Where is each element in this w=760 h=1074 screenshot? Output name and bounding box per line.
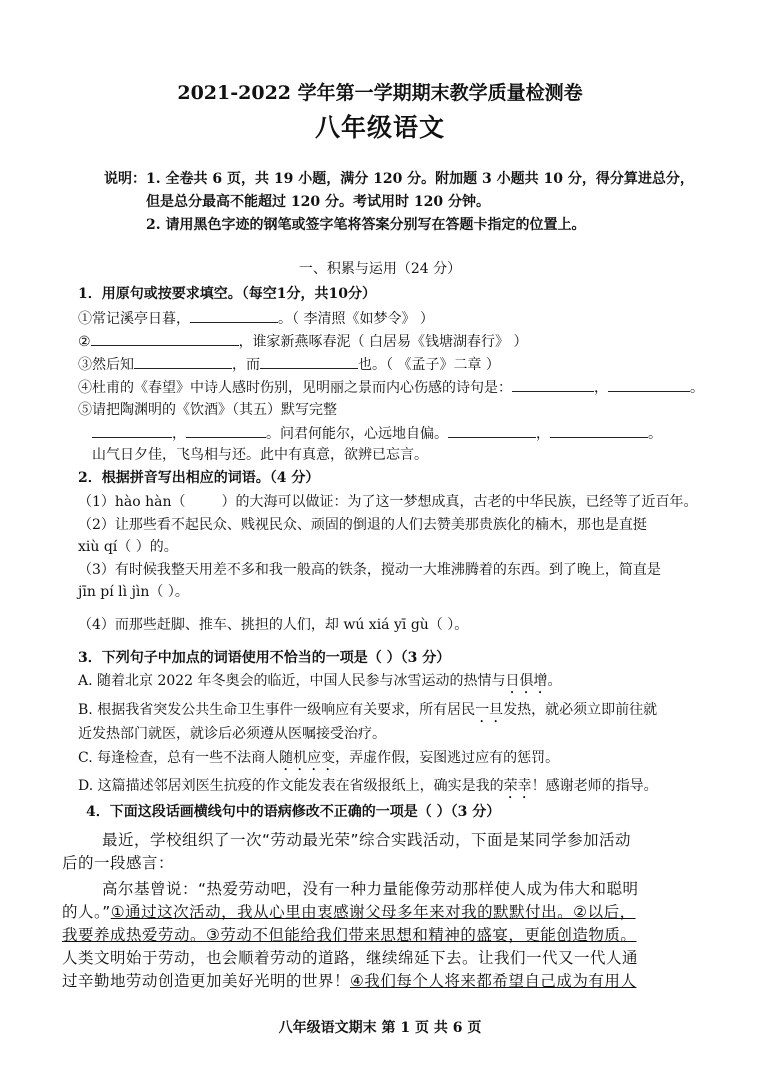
- q3-option-b-line-1: [78, 699, 657, 726]
- q4-paragraph-2-line-1: 高尔基曾说：“热爱劳动吧，没有一种力量能像劳动那样使人成为伟大和聪明: [102, 880, 639, 898]
- q4-paragraph-1-line-1: 最近，学校组织了一次“劳动最光荣”综合实践活动，下面是某同学参加活动: [102, 831, 632, 849]
- answer-blank[interactable]: [91, 330, 239, 346]
- instruction-line-3: 2. 请用黑色字迹的钢笔或签字笔将答案分别写在答题卡指定的位置上。: [146, 217, 586, 233]
- q1-item-3-mid: ，而: [232, 357, 260, 373]
- instruction-line-1: 说明：1. 全卷共 6 页，共 19 小题，满分 120 分。附加题 3 小题共 10 分，得分算进总分，: [104, 171, 694, 187]
- q4-paragraph-2-line-5: [62, 969, 636, 991]
- q1-item-3-text: ③然后知: [78, 357, 134, 373]
- q3-option-c-text: C. 每逢检查，总有一些不法商人: [78, 750, 280, 766]
- q4-quote-end: 的人。”: [62, 903, 111, 921]
- q4-paragraph-2-line-4: 人类文明始于劳动，也会顺着劳动的道路，继续绵延下去。让我们一代又一代人通: [62, 949, 639, 967]
- q1-item-1: [78, 307, 434, 328]
- q1-item-2-num: ②: [78, 334, 91, 350]
- answer-blank[interactable]: [92, 422, 172, 438]
- q2-item-3-line-1: （3）有时候我整天用差不多和我一般高的铁条，搅动一大堆沸腾着的东西。到了晚上，简直是: [78, 562, 661, 578]
- answer-blank[interactable]: [550, 422, 648, 438]
- q3-option-b-line-2: 近发热部门就医，就诊后必须遵从医嘱接受治疗。: [78, 726, 386, 742]
- q4-underlined-sentence: ③劳动不但能给我们带来思想和精神的盛宴，更能创造物质。: [206, 926, 637, 944]
- q2-item-4: （4）而那些赶脚、推车、挑担的人们，却 wú xiá yī gù（ ）。: [78, 617, 469, 633]
- q1-item-5-sep: ，: [172, 426, 186, 442]
- q3-option-b-dotted-word: 一旦: [475, 702, 504, 718]
- q4-underlined-sentence: ①通过这次活动，我从心里由衷感谢父母多年来对我的默默付出。②以后，: [110, 903, 636, 921]
- q3-option-b-text-end: 发热，就必须立即前往就: [503, 702, 658, 718]
- q3-option-c-end: ，弄虚作假，妄图逃过应有的惩罚。: [335, 750, 560, 766]
- q3-option-a: [78, 670, 562, 697]
- q1-item-4-text: ④杜甫的《春望》中诗人感时伤别，见明丽之景而内心伤感的诗句是：: [78, 380, 512, 396]
- section-title: 一、积累与运用（24 分）: [298, 261, 462, 277]
- answer-blank[interactable]: [186, 422, 266, 438]
- q1-item-4: [78, 376, 704, 397]
- q3-option-d-text: D. 这篇描述邻居刘医生抗疫的作文能发表在省级报纸上，确实是我的: [78, 778, 504, 794]
- q1-item-5-last: 山气日夕佳，飞鸟相与还。此中有真意，欲辨已忘言。: [92, 447, 428, 463]
- q1-item-3-source: 也。（ 《孟子》二章 ）: [358, 357, 500, 373]
- q4-underlined-sentence: 我要养成热爱劳动。: [62, 926, 207, 944]
- q2-item-1-text: ）的大海可以做证：为了这一梦想成真，古老的中华民族，已经等了近百年。: [221, 494, 698, 510]
- answer-blank[interactable]: [608, 376, 690, 392]
- answer-blank[interactable]: [190, 307, 278, 323]
- q3-option-b-text: B. 根据我省突发公共生命卫生事件一级响应有关要求，所有居民: [78, 702, 476, 718]
- q3-option-d-end: ！感谢老师的指导。: [531, 778, 658, 794]
- q3-option-c-dotted-word: 随机应变: [279, 750, 336, 766]
- q1-item-1-source: 。（ 李清照《如梦令》 ）: [278, 311, 434, 327]
- q1-item-2-text: ，谁家新燕啄春泥（ 白居易《钱塘湖春行》 ）: [238, 334, 528, 350]
- q3-option-a-end: 。: [547, 673, 562, 689]
- q1-item-2: [78, 330, 527, 351]
- q1-item-5-sep: ，: [536, 426, 550, 442]
- answer-blank[interactable]: [260, 353, 358, 369]
- q4-stem: 4．下面这段话画横线句中的语病修改不正确的一项是（ ）（3 分）: [86, 804, 501, 820]
- q1-item-4-end: 。: [690, 380, 704, 396]
- q1-stem: 1．用原句或按要求填空。（每空1分，共10分）: [78, 286, 376, 302]
- q1-item-5-end: 。: [648, 426, 662, 442]
- q1-item-5-blanks: [92, 422, 662, 443]
- q2-item-1-pinyin: （1）hào hàn（: [78, 494, 186, 510]
- exam-title: 2021-2022 学年第一学期期末教学质量检测卷: [177, 82, 583, 104]
- q2-item-2-line-1: （2）让那些看不起民众、贱视民众、顽固的倒退的人们去赞美那贵族化的楠木，那也是直挺: [78, 517, 647, 533]
- q1-item-3: [78, 353, 500, 374]
- q3-option-a-text: A. 随着北京 2022 年冬奥会的临近，中国人民参与冰雪运动的热情与: [78, 673, 506, 689]
- q2-item-1: [78, 491, 698, 511]
- q4-paragraph-1-line-2: 后的一段感言：: [62, 854, 175, 872]
- q2-stem: 2．根据拼音写出相应的词语。（4 分）: [78, 470, 320, 486]
- q1-item-5: ⑤请把陶渊明的《饮酒》（其五）默写完整: [78, 402, 337, 418]
- q2-item-3-line-2: jīn pí lì jìn（ ）。: [78, 584, 189, 600]
- q4-underlined-sentence: ④我们每个人将来都希望自己成为有用人: [350, 972, 637, 990]
- q4-sentence: 过辛勤地劳动创造更加美好光明的世界！: [62, 972, 351, 990]
- q3-stem: 3．下列句子中加点的词语使用不恰当的一项是（ ）（3 分）: [78, 650, 451, 666]
- answer-blank[interactable]: [512, 376, 594, 392]
- answer-blank[interactable]: [134, 353, 232, 369]
- q3-option-d: [78, 775, 658, 802]
- page-footer: 八年级语文期末 第 1 页 共 6 页: [278, 1020, 482, 1036]
- q3-option-a-dotted-word: 日俱增: [505, 673, 548, 689]
- q2-item-2-line-2: xiù qí（ ）的。: [78, 539, 178, 555]
- instruction-line-2: 但是总分最高不能超过 120 分。考试用时 120 分钟。: [146, 194, 490, 210]
- answer-blank[interactable]: [448, 422, 536, 438]
- q3-option-d-dotted-word: 荣幸: [503, 778, 532, 794]
- q4-paragraph-2-line-3: [62, 923, 636, 945]
- exam-subject: 八年级语文: [314, 113, 445, 142]
- q1-item-5-mid: 。问君何能尔，心远地自偏。: [266, 426, 448, 442]
- q4-paragraph-2-line-2: [62, 900, 636, 922]
- q3-option-c: [78, 747, 559, 774]
- q1-item-4-sep: ，: [594, 380, 608, 396]
- q1-item-1-text: ①常记溪亭日暮，: [78, 311, 190, 327]
